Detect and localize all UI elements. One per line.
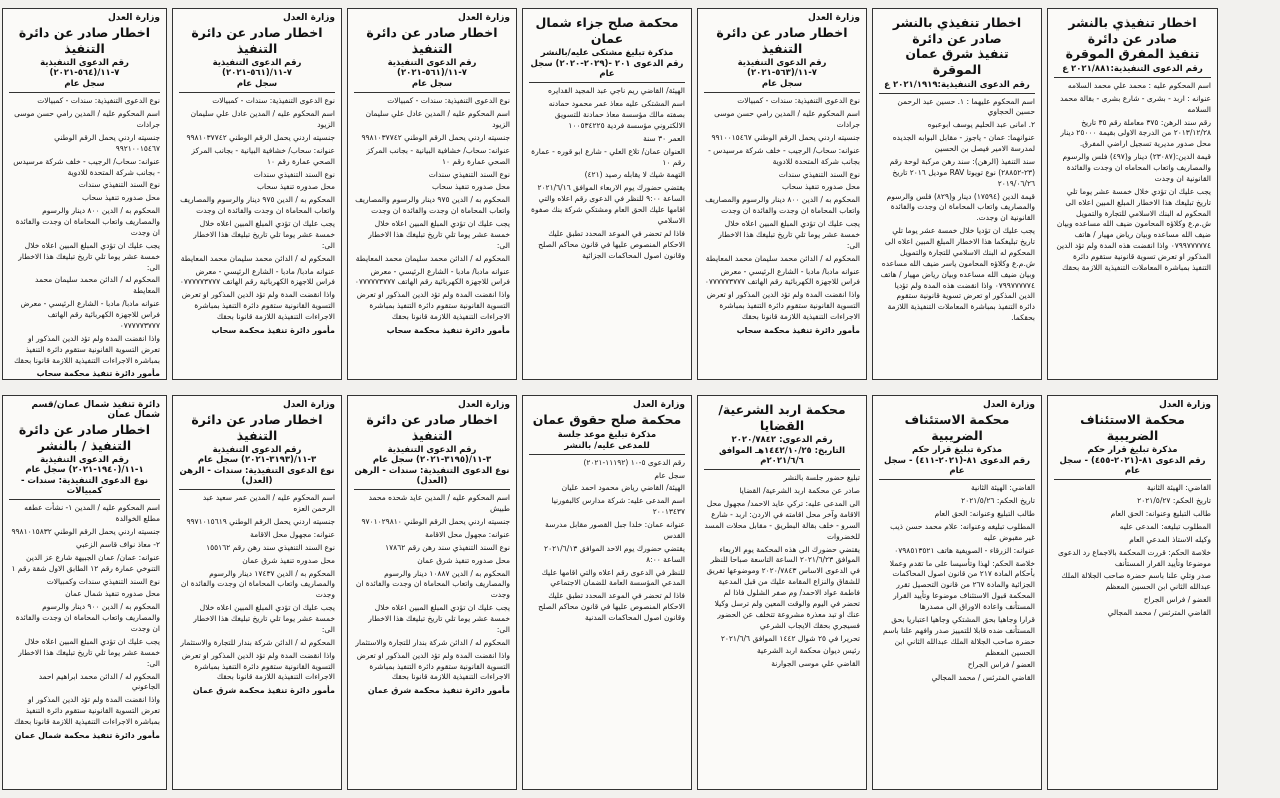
divider (179, 92, 335, 93)
notice-paragraph: المحكوم له / الدائن محمد سليمان محمد المعايطة (180, 253, 335, 263)
notice-title: اخطار صادر عن دائرة التنفيذ (18, 25, 151, 56)
notice-card (522, 8, 692, 380)
notice-paragraph: يجب عليك ان تؤدي خلال خمسة عشر يوما تلي تاريخ تبليغك هذا الاخطار المبلغ المبين اعلاه الى المحكوم له البنك الاسلامي للتجارة والتمويل ش.م.ع وكلاؤه المحامون ضيف الله مساعده وبيان ضيف الله مساعده وبيان رياض مهيار / هاتف ٠٧٩٩٧٧٧٧٧٤ واذا انقضت هذه المدة ولم تؤد الدين المذكور او تعرض تسوية قانونية ستقوم دائرة التنفيذ بمباشرة المعاملات التنفيذية اللازمة بحقك (1056, 186, 1211, 272)
notice-paragraph: فاذا لم تحضر في الموعد المحدد تطبق عليك الاحكام المنصوص عليها في قانون محاكم الصلح وقانون اصول المحاكمات الجزائية (538, 228, 685, 260)
divider (9, 499, 160, 500)
case-number: رقم الدعوى: ٢٠٢٠/٧٨٤٢ (731, 435, 833, 446)
notice-body (1054, 483, 1211, 619)
ministry-label: وزارة العدل (282, 13, 335, 23)
notice-paragraph: عنوانه: سحاب/ خشافية البيانية - بجانب المركز الصحي عمارة رقم ١٠ (191, 145, 335, 166)
divider (1054, 77, 1211, 78)
notice-signature: مأمور دائرة تنفيذ محكمة شمال عمان (14, 730, 160, 740)
notice-signature: مأمور دائرة تنفيذ محكمة سحاب (211, 325, 335, 335)
notice-paragraph: تحريرا في ٢٥ شوال ١٤٤٢ الموافق ٢٠٢١/٦/٦ (720, 633, 860, 643)
notice-paragraph: اسم المدعى عليه: شركة مدارس كالبفورنيا ٢٠٠١٣٤٣٧ (551, 496, 685, 517)
divider (179, 489, 335, 490)
ministry-label: وزارة العدل (457, 400, 510, 410)
notice-paragraph: المحكوم به / الدين ٩٠٠ دينار والرسوم والمصاريف واتعاب المحاماة ان وجدت والفائدة ان وجدت (15, 602, 160, 633)
notice-card (172, 395, 342, 790)
notice-paragraph: العمر ٣٠ سنة (643, 133, 685, 143)
notice-title-line: تنفيذ المفرق الموقرة (1065, 46, 1200, 62)
notice-paragraph: عنوانه: مجهول محل الاقامة (425, 529, 510, 539)
notice-paragraph: اسم المحكوم عليه / المدين ١- نشأت عطفه مطلع الخوالدة (24, 503, 160, 524)
ministry-label: وزارة العدل (982, 400, 1035, 410)
case-number: رقم الدعوى التنفيذية ٧-١١/(٥٦١-٢٠٢١) (387, 58, 477, 79)
case-number: رقم الدعوى التنفيذية ٧-١١/(٥٦٤-٢٠٢١) (40, 58, 129, 79)
notice-paragraph: نوع الدعوى التنفيذية: سندات - كمبيالات (387, 96, 510, 106)
notice-body (879, 97, 1035, 325)
notice-paragraph: رئيس ديوان محكمة اربد الشرعية (756, 646, 860, 656)
notice-paragraph: الهيئة/ القاضي رياض محمود احمد عليان (561, 483, 685, 493)
notice-paragraph: محل صدوره تنفيذ شرق عمان (242, 555, 335, 565)
case-number: مذكرة تبليغ موعد جلسة (557, 429, 657, 440)
notice-paragraph: عنوانه : اربد - بشرى - شارع بشرى - بقالة محمد السلامه (1060, 93, 1211, 114)
ministry-label: وزارة العدل (107, 13, 160, 23)
notice-paragraph: يقتضي حضورك الى هذه المحكمة يوم الاربعاء الموافق ٢٠٢١/٦/٢٣ الساعة التاسعة صباحا للنظر في الدعوى الاساس ٢٠٢٠/٧٨٤٣ وموضوعها تفريق للشقاق والنزاع المقامة عليك من قبل المدعية فاطمة عواد الاحمد/ وم صفر الشلول فاذا لم تحضر في اليوم والوقت المعين ولم ترسل وكيلا عنك او تبد معذرة مشروعة تتخلف عن الحضور فسيجري بحقك الايجاب الشرعي (706, 544, 860, 630)
notice-paragraph: عنوانه: مجهول محل الاقامة (250, 529, 335, 539)
divider (529, 82, 685, 83)
notice-paragraph: قرارا وجاهيا بحق المشتكي وجاهيا اعتباريا بحق المستأنف ضده قابلا للتمييز صدر وافهم علنا باسم حضرة صاحب الجلالة الملك عبدالله الثاني ابن الحسين المعظم (882, 614, 1035, 657)
notice-paragraph: نوع السند التنفيذي سندات وكمبيالات (46, 576, 160, 586)
notice-paragraph: نوع السند التنفيذي سندات (253, 169, 335, 179)
notice-paragraph: المطلوب تبليغه: المدعى عليه (1119, 521, 1211, 531)
notice-title: اخطار صادر عن دائرة التنفيذ (366, 412, 498, 443)
notice-body (9, 96, 160, 366)
divider (1054, 479, 1211, 480)
notice-paragraph: المحكوم به / الدين ١٠٨٨٧ دينار والرسوم والمصاريف واتعاب المحاماة ان وجدت والفائدة ان وجدت (355, 568, 510, 600)
case-number: مذكرة تبليغ قرار حكم (911, 445, 1003, 456)
notice-paragraph: فاذا لم تحضر في الموعد المحدد تطبق عليك الاحكام المنصوص عليها في قانون محاكم الصلح وقانون اصول المحاكمات المدنية (538, 591, 685, 622)
notice-paragraph: يقتضي حضورك يوم الاحد الموافق ٢٠٢١/٦/١٣ الساعة ٨:٠٠ (544, 543, 685, 564)
notice-paragraph: يجب عليك ان تؤدي المبلغ المبين اعلاه خلال خمسة عشر يوما تلي تاريخ تبليغك هذا الاخطار الى: (193, 219, 335, 250)
notice-paragraph: يقتضي حضورك يوم الاربعاء الموافق ٢٠٢١/٦/١٦ الساعة ٩:٠٠ للنظر في الدعوى رقم اعلاه والتي اقامها عليك الحق العام ومشتكي شركة بنك صفوة الاسلامي (531, 183, 685, 225)
notice-card (872, 8, 1042, 380)
notice-paragraph: محل صدوره تنفيذ سحاب (782, 182, 860, 192)
notice-paragraph: للنظر في الدعوى رقم اعلاه والتي اقامها عليك المدعي المؤسسة العامة للضمان الاجتماعي (541, 567, 685, 588)
notice-paragraph: ٢- معاذ نواف قاسم الزعبي (76, 539, 160, 549)
notice-paragraph: يجب عليك ان تؤدي المبلغ المبين اعلاه خلال خمسة عشر يوما تلي تاريخ تبليغك هذا الاخطار الى: (368, 219, 510, 250)
notice-paragraph: طالب التبليغ وعنوانه: الحق العام (1110, 509, 1211, 518)
notice-body (529, 458, 685, 624)
notice-paragraph: عنوانه مادبا/ مادبا - الشارع الرئيسي - معرض فراس للاجهزة الكهربائية رقم الهاتف ٠٧٧٧٧٧٣٧٧٧ (20, 299, 160, 330)
notice-paragraph: الهيئة/ القاضي ريم ناجي عبد المجيد القدايره (548, 86, 685, 96)
notice-paragraph: العضو / فراس الجراح (1143, 595, 1211, 605)
notice-paragraph: المحكوم به / الدين ١٧٤٣٧ دينار والرسوم والمصاريف واتعاب المحاماة ان وجدت والفائدة ان وجدت (180, 568, 335, 600)
notice-paragraph: القاضي علي موسى الجوارنة (771, 659, 860, 669)
case-number: رقم الدعوى التنفيذية ١-١١/(١٩٤٠-٢٠٢١) سجل عام (25, 455, 144, 476)
notice-paragraph: اسم المشتكى عليه معاذ عمر محمود حمادنه بصفته مالك مؤسسة معاذ حمادنة للتسويق الالكتروني مؤسسة فردية ١٠٠٥٣٤٢٢٥ (548, 99, 685, 130)
notice-paragraph: اسم المحكوم عليه / المدين رامي حسن موسى جرادات (714, 109, 860, 129)
notices-row-top (0, 8, 1280, 380)
notice-paragraph: خلاصة الحكم: لهذا وتأسيسا على ما تقدم وعملا بأحكام المادة ٢١٧ من قانون اصول المحاكمات الجزائية والمادة ٢٦٧ من قانون التحصيل تقرر المحكمة قبول الاستئناف موضوعا وتأييد القرار المستأنف واعادة الاوراق الى مصدرها (889, 558, 1035, 611)
divider (9, 92, 160, 93)
notice-paragraph: يجب عليك ان تؤدي المبلغ المبين اعلاه خلال خمسة عشر يوما تلي تاريخ تبليغك هذا الاخطار الى: (718, 219, 860, 250)
notice-paragraph: قيمة الدين:(٢٣٠٨٧) دينار و(٤٩٧) فلس والرسوم والمصاريف واتعاب المحاماه ان وجدت والفائدة القانونية ان وجدت (1062, 152, 1211, 183)
notice-paragraph: عنوانه: سحاب/ الرجيب - خلف شركة مرسيدس - بجانب شركة المتحدة للادوية (708, 145, 860, 166)
case-type: رقم الدعوى ٨١-(٢٠٢١-٤١١) - سجل عام (883, 456, 1031, 477)
notice-card (172, 8, 342, 380)
case-number: رقم الدعوى التنفيذية ٣-١١/(٣١٩٥-٢٠٢١) سجل عام (372, 445, 492, 466)
notice-paragraph: المحكوم به / الدين ٩٧٥ دينار والرسوم والمصاريف واتعاب المحاماة ان وجدت والفائدة ان وجدت (180, 195, 335, 216)
notice-paragraph: صدر وتلي علنا باسم حضرة صاحب الجلالة الملك عبدالله الثاني ابن الحسين المعظم (1061, 571, 1211, 592)
notice-paragraph: الى المدعى عليه: تركي عايد الاحمد/ مجهول محل الاقامة وآخر محل اقامته في الاردن: اربد - شارع السرو - خلف بقالة البطريق - مقابل محلات المسد للخضروات (704, 499, 860, 541)
notice-paragraph: طالب التبليغ وعنوانه: الحق العام (934, 509, 1035, 518)
notice-paragraph: نوع الدعوى التنفيذية: سندات - كمبيالات (37, 96, 160, 106)
notice-signature: مأمور دائرة تنفيذ محكمة سحاب (36, 369, 160, 379)
notice-body (529, 86, 685, 261)
divider (354, 92, 510, 93)
notice-paragraph: واذا انقضت المدة ولم تؤد الدين المذكور او تعرض التسوية القانونية ستقوم دائرة التنفيذ بمباشرة الاجراءات التنفيذية اللازمة قانونا بحقك (706, 290, 860, 321)
notice-body (704, 473, 860, 670)
notice-paragraph: رقم سند الرهن: ٣٧٥ معاملة رقم ٣٥ تاريخ ٢٠١٣/١٢/٢٨ من الدرجة الاولى بقيمة ٢٥٠٠٠ دينار محل صدور مديرية تسجيل اراضي المفرق. (1060, 117, 1211, 149)
notice-title: محكمة الاستئناف الضريبية (904, 412, 1010, 443)
divider (529, 454, 685, 455)
notice-signature: مأمور دائرة تنفيذ محكمة سحاب (736, 325, 860, 335)
ministry-label: وزارة العدل (807, 13, 860, 23)
notice-paragraph: تبليغ حضور جلسة بالنشر (783, 473, 860, 483)
notice-paragraph: المحكوم به / الدين ٨٠٠ دينار والرسوم والمصاريف واتعاب المحاماة ان وجدت والفائدة ان وجدت (15, 206, 160, 237)
case-type: سجل عام (236, 79, 278, 90)
notice-paragraph: عنوانهما: عمان - ياجوز - مقابل البوابه الجديده لمدرسة الامير فيصل بن الحسين (892, 133, 1035, 153)
case-type: رقم الدعوى ٢٠١ -(٢٠٢٩-٢٠٢٠) سجل عام (530, 59, 684, 80)
case-type: نوع الدعوى التنفيذية: سندات - الرهن (العدل) (354, 466, 510, 487)
case-number: رقم الدعوى التنفيذية:٢٠٢١/٨٨١ ع (1062, 63, 1203, 74)
notice-paragraph: تاريخ الحكم: ٢٠٢١/٥/٢٦ (961, 496, 1035, 506)
case-number: مذكرة تبليغ مشتكى عليه/بالنشر (540, 48, 674, 59)
notice-paragraph: العضو / فراس الجراح (967, 660, 1035, 670)
notice-paragraph: اسم المحكوم عليه / المدين عمر سعيد عبد الرحمن العزه (202, 493, 335, 514)
notice-title: محكمة اربد الشرعية/ القضايا (718, 402, 846, 433)
ministry-label: دائرة تنفيذ شمال عمان/قسم شمال عمان (31, 400, 160, 420)
notice-body (354, 493, 510, 683)
notice-paragraph: يجب عليك ان تؤدي المبلغ المبين اعلاه خلال خمسة عشر يوما تلي تاريخ تبليغك هذا الاخطار الى: (368, 603, 510, 634)
divider (704, 469, 860, 470)
notice-signature: مأمور دائرة تنفيذ محكمة سحاب (386, 325, 510, 335)
notice-paragraph: واذا انقضت المدة ولم تؤد الدين المذكور او تعرض التسوية القانونية ستقوم دائرة التنفيذ بمباشرة الاجراءات التنفيذية اللازمة قانونا بحقك (181, 650, 335, 682)
notice-paragraph: خلاصة الحكم: قررت المحكمة بالاجماع رد الدعوى موضوعا وتأييد القرار المستأنف (1058, 547, 1211, 568)
notice-paragraph: اسم المحكوم عليه : محمد علي محمد السلامه (1067, 80, 1211, 90)
notice-paragraph: يجب عليك ان تؤدي المبلغ المبين اعلاه خلال خمسة عشر يوما تلي تاريخ تبليغك هذا الاخطار الى: (193, 603, 335, 634)
notice-title: اخطار صادر عن دائرة التنفيذ (716, 25, 848, 56)
notice-paragraph: المحكوم له / الدائن محمد سليمان محمد المعايطة (35, 275, 160, 296)
notice-card (522, 395, 692, 790)
notice-body (1054, 81, 1211, 274)
notice-title: اخطار صادر عن دائرة التنفيذ / بالنشر (18, 422, 151, 453)
notice-paragraph: التهمة شيك لا يقابله رصيد (٤٢١) (584, 170, 685, 180)
notice-paragraph: صادر عن محكمة اربد الشرعية/ القضايا (739, 486, 860, 496)
notice-paragraph: العنوان عمان/ تلاع العلي - شارع ابو قوره - عمارة رقم ١٠ (531, 146, 685, 167)
notice-paragraph: جنسيته اردني يحمل الرقم الوطني ٩٩٨١٠١٥٨٣٢ (11, 527, 160, 536)
divider (879, 479, 1035, 480)
notice-title: اخطار صادر عن دائرة التنفيذ (191, 412, 323, 443)
notice-paragraph: جنسيته اردني يحمل الرقم الوطني ٩٩٨١٠٣٧٧٤٢ (361, 132, 510, 142)
notice-paragraph: اسم المحكوم عليه / المدين رامي حسن موسى جرادات (14, 109, 160, 129)
notice-paragraph: وكيله الاستاذ المدعي العام (1129, 534, 1211, 544)
notice-paragraph: يجب عليك ان تؤدي المبلغ المبين اعلاه خلال خمسة عشر يوما تلي تاريخ تبليغك هذا الاخطار الى: (18, 240, 160, 272)
notice-paragraph: القاضي المترئس / محمد المجالي (1107, 608, 1211, 617)
notice-paragraph: سند التنفيذ (الرهن): سند رهن مركبة لوحة رقم (٢٣-٢٨٨٥٢) نوع تويوتا RAV موديل ٢٠١٦ تاريخ ٢٠١٩/٠٦/٢٦ (889, 156, 1035, 188)
notice-paragraph: المحكوم له / الدائن شركة بندار للتجارة والاستثمار (355, 637, 510, 647)
notice-paragraph: تاريخ الحكم: ٢٠٢١/٥/٢٧ (1137, 496, 1211, 506)
notice-paragraph: رقم الدعوى ٥-١٠ (١١١٩٢-٢٠٢١) (583, 457, 685, 467)
notice-paragraph: نوع السند التنفيذي سند رهن رقم ١٥٥١٦٢ (206, 542, 335, 552)
notice-paragraph: المحكوم له / الدائن محمد سليمان محمد المعايطة (705, 253, 860, 263)
notice-title (1054, 15, 1211, 62)
notice-title-line: تنفيذ شرق عمان الموقرة (905, 46, 1009, 77)
case-number: مذكرة تبليغ قرار حكم (1087, 445, 1178, 456)
notice-card (697, 8, 867, 380)
notice-paragraph: واذا انقضت المدة ولم تؤد الدين المذكور او تعرض التسوية القانونية ستقوم دائرة التنفيذ بمباشرة الاجراءات التنفيذية اللازمة قانونا بحقك (356, 290, 510, 321)
notice-body (354, 96, 510, 323)
case-type: سجل عام (761, 79, 803, 90)
notice-paragraph: ٢. امانى عبد الحليم يوسف ابوعبوه (927, 120, 1035, 130)
notice-card (347, 8, 517, 380)
notice-title: اخطار صادر عن دائرة التنفيذ (191, 25, 323, 56)
notice-paragraph: واذا انقضت المدة ولم تؤد الدين المذكور او تعرض التسوية القانونية ستقوم دائرة التنفيذ بمباشرة الاجراءات التنفيذية اللازمة قانونا بحقك (181, 290, 335, 321)
notice-paragraph: سجل عام (654, 470, 685, 480)
notice-card (872, 395, 1042, 790)
notice-paragraph: عنوانه: الزرقاء - الصويفية هاتف ٠٧٩٨٥١٣٥٢١ (894, 545, 1035, 555)
notice-paragraph: جنسيته اردني يحمل الرقم الوطني ٩٩٨١٠٣٧٧٤٢ (186, 132, 335, 142)
notice-card (1047, 395, 1218, 790)
notice-paragraph: نوع السند التنفيذي سندات (778, 169, 860, 179)
ministry-label: وزارة العدل (282, 400, 335, 410)
case-number: رقم الدعوى التنفيذية ٧-١١/(٥٦١-٢٠٢١) (212, 58, 302, 79)
notice-paragraph: المحكوم به / الدين ٨٠٠ دينار والرسوم والمصاريف واتعاب المحاماة ان وجدت والفائدة ان وجدت (705, 195, 860, 216)
notice-paragraph: المحكوم له / الدائن شركة بندار للتجارة والاستثمار (180, 637, 335, 647)
notice-paragraph: عنوانه مادبا/ مادبا - الشارع الرئيسي - معرض فراس للاجهزة الكهربائية رقم الهاتف ٠٧٧٧٧٧٣٧٧٧ (354, 266, 510, 287)
notice-paragraph: القاضي: الهيئة الثانية (1146, 483, 1211, 493)
notice-card (2, 395, 167, 790)
notice-paragraph: يجب عليك ان تؤدي المبلغ المبين اعلاه خلال خمسة عشر يوما تلي تاريخ تبليغك هذا الاخطار الى: (18, 636, 160, 668)
case-number: رقم الدعوى التنفيذية:٢٠٢١/١٩١٩ ع (884, 79, 1030, 90)
case-type: نوع الدعوى التنفيذية: سندات - كمبيالات (20, 476, 149, 497)
notice-body (879, 483, 1035, 684)
notice-title-line: اخطار تنفيذي بالنشر صادر عن دائرة (892, 15, 1022, 46)
notice-paragraph: نوع السند التنفيذي سند رهن رقم ١٧٨٦٢ (385, 542, 510, 552)
notice-paragraph: نوع الدعوى التنفيذية: سندات - كمبيالات (212, 96, 335, 106)
notice-paragraph: القاضي: الهيئة الثانية (970, 483, 1035, 493)
notice-paragraph: اسم المحكوم عليه / المدين عادل علي سليمان الزيود (365, 109, 510, 129)
notice-body (9, 503, 160, 728)
notices-row-bottom (0, 395, 1280, 790)
ministry-label: وزارة العدل (632, 400, 685, 410)
case-number: رقم الدعوى التنفيذية ٣-١١/(٣١٩٣-٢٠٢١) سجل عام (197, 445, 317, 466)
notice-paragraph: نوع الدعوى التنفيذية: سندات - كمبيالات (737, 96, 860, 106)
ministry-label: وزارة العدل (457, 13, 510, 23)
notice-paragraph: اسم المحكوم عليه / المدين عايد شحده محمد طبيش (368, 493, 510, 514)
notice-paragraph: عنوانه: سحاب/ خشافية البيانية - بجانب المركز الصحي عمارة رقم ١٠ (366, 145, 510, 166)
notice-title: محكمة صلح حقوق عمان (532, 412, 682, 427)
case-type: التاريخ: ١٤٤٢/١٠/٢٥هـ الموافق ٢٠٢١/٦/٦م (718, 446, 846, 467)
notice-title: محكمة الاستئناف الضريبية (1080, 412, 1185, 443)
notice-paragraph: عنوانه: سحاب/ الرجيب - خلف شركة مرسيدس - بجانب شركة المتحدة للادوية (13, 156, 160, 177)
divider (704, 92, 860, 93)
case-number: رقم الدعوى التنفيذية ٧-١١/(٥٦٣-٢٠٢١) (737, 58, 827, 79)
divider (354, 489, 510, 490)
notice-card (697, 395, 867, 790)
notice-title: اخطار صادر عن دائرة التنفيذ (366, 25, 498, 56)
divider (879, 93, 1035, 94)
notice-paragraph: محل صدوره تنفيذ سحاب (82, 193, 160, 203)
notice-paragraph: محل صدوره تنفيذ شرق عمان (417, 555, 510, 565)
notice-title: محكمة صلح جزاء شمال عمان (535, 15, 679, 46)
notice-signature: مأمور دائرة تنفيذ محكمة شرق عمان (192, 686, 335, 696)
case-type: سجل عام (411, 79, 453, 90)
notice-paragraph: محل صدوره تنفيذ سحاب (432, 182, 510, 192)
notice-paragraph: عنوانه عمان: خلدا جبل القصور مقابل مدرسة القدس (545, 520, 685, 540)
notice-paragraph: جنسيته اردني يحمل الرقم الوطني ٩٩١٠٠١٥٤٦٧ (711, 132, 860, 142)
notice-paragraph: المطلوب تبليغه وعنوانه: علام محمد حسن ذيب غير مقبوض عليه (890, 521, 1035, 542)
notice-paragraph: المحكوم به / الدين ٩٧٥ دينار والرسوم والمصاريف واتعاب المحاماة ان وجدت والفائدة ان وجدت (355, 195, 510, 216)
notice-paragraph: يجب عليك ان تؤديا خلال خمسة عشر يوما تلي تاريخ تبليغكما هذا الاخطار المبلغ المبين اعلاه الى المحكوم له البنك الاسلامي للتجارة والتمويل ش.م.ع وكلاؤه المحامون ياسر ضيف الله مساعده وبيان ضيف الله مساعده وبيان رياض مهيار / هاتف ٠٧٩٩٧٧٧٧٧٤ واذا انقضت هذه المدة ولم تؤديا الدين المذكور او تعرض تسوية قانونية ستقوم دائرة التنفيذ بمباشرة المعاملات التنفيذية اللازمة بحقكما. (880, 226, 1035, 323)
notice-paragraph: المحكوم له / الدائن محمد سليمان محمد المعايطة (355, 253, 510, 263)
notice-paragraph: قيمة الدين (١٧٥٩٤) دينار و(٨٢٩) فلس والرسوم والمصاريف واتعاب المحاماة ان وجدت والفائدة القانونية ان وجدت. (886, 191, 1035, 223)
notice-body (704, 96, 860, 323)
notice-paragraph: واذا انقضت المدة ولم تؤد الدين المذكور او تعرض التسوية القانونية ستقوم دائرة التنفيذ بمباشرة الاجراءات التنفيذية اللازمة قانونا بحقك (14, 695, 160, 726)
notice-title-line: اخطار تنفيذي بالنشر صادر عن دائرة (1068, 15, 1197, 46)
notice-paragraph: عنوانه مادبا/ مادبا - الشارع الرئيسي - معرض فراس للاجهزة الكهربائية رقم الهاتف ٠٧٧٧٧٧٣٧٧٧ (704, 266, 860, 287)
notice-paragraph: نوع السند التنفيذي سندات (78, 180, 160, 190)
notice-paragraph: اسم المحكوم عليهما : ١. حسين عبد الرحمن حسين الحجاوي (897, 96, 1035, 117)
case-type: نوع الدعوى التنفيذية: سندات - الرهن (العدل) (179, 466, 335, 487)
notice-paragraph: واذا انقضت المدة ولم تؤد الدين المذكور او تعرض التسوية القانونية ستقوم دائرة التنفيذ بمباشرة الاجراءات التنفيذية اللازمة قانونا بحقك (14, 333, 160, 365)
case-type: للمدعى عليه/ بالنشر (564, 440, 650, 451)
notice-paragraph: جنسيته اردني يحمل الرقم الوطني ٩٧٠١٠٢٩٨١٠ (361, 517, 510, 526)
notice-paragraph: نوع السند التنفيذي سندات (428, 169, 510, 179)
notice-paragraph: محل صدوره تنفيذ شمال عمان (65, 589, 160, 599)
notice-paragraph: محل صدوره تنفيذ سحاب (257, 182, 335, 192)
notice-paragraph: اسم المحكوم عليه / المدين عادل علي سليمان الزيود (190, 109, 335, 129)
notice-paragraph: عنوانه: عمان/ عمان الجبيهة شارع عز الدين التنوخي عمارة رقم ١٢ الطابق الاول شقة رقم ١ (11, 552, 160, 573)
notice-card (1047, 8, 1218, 380)
notice-card (347, 395, 517, 790)
notice-paragraph: واذا انقضت المدة ولم تؤد الدين المذكور او تعرض التسوية القانونية ستقوم دائرة التنفيذ بمباشرة الاجراءات التنفيذية اللازمة قانونا بحقك (356, 650, 510, 682)
notice-signature: مأمور دائرة تنفيذ محكمة شرق عمان (367, 686, 510, 696)
notice-paragraph: القاضي المترئس / محمد المجالي (931, 673, 1035, 683)
case-type: سجل عام (64, 79, 105, 90)
notice-paragraph: عنوانه مادبا/ مادبا - الشارع الرئيسي - معرض فراس للاجهزة الكهربائية رقم الهاتف ٠٧٧٧٧٧٣٧٧٧ (179, 266, 335, 287)
notice-paragraph: جنسيته اردني يحمل الرقم الوطني ٩٩٢١٠٠١٥٤٦٧ (54, 132, 160, 153)
notice-card (2, 8, 167, 380)
notice-body (179, 96, 335, 323)
notice-paragraph: جنسيته اردني يحمل الرقم الوطني ٩٩٧١٠١٥٦١٩ (186, 517, 335, 526)
notice-paragraph: المحكوم له / الدائن محمد ابراهيم احمد الجاعوني (38, 671, 160, 692)
notice-title (879, 15, 1035, 78)
case-type: رقم الدعوى ٨١-(٢٠٢١-٤٥٥) - سجل عام (1059, 456, 1206, 477)
ministry-label: وزارة العدل (1158, 400, 1211, 410)
notice-body (179, 493, 335, 683)
